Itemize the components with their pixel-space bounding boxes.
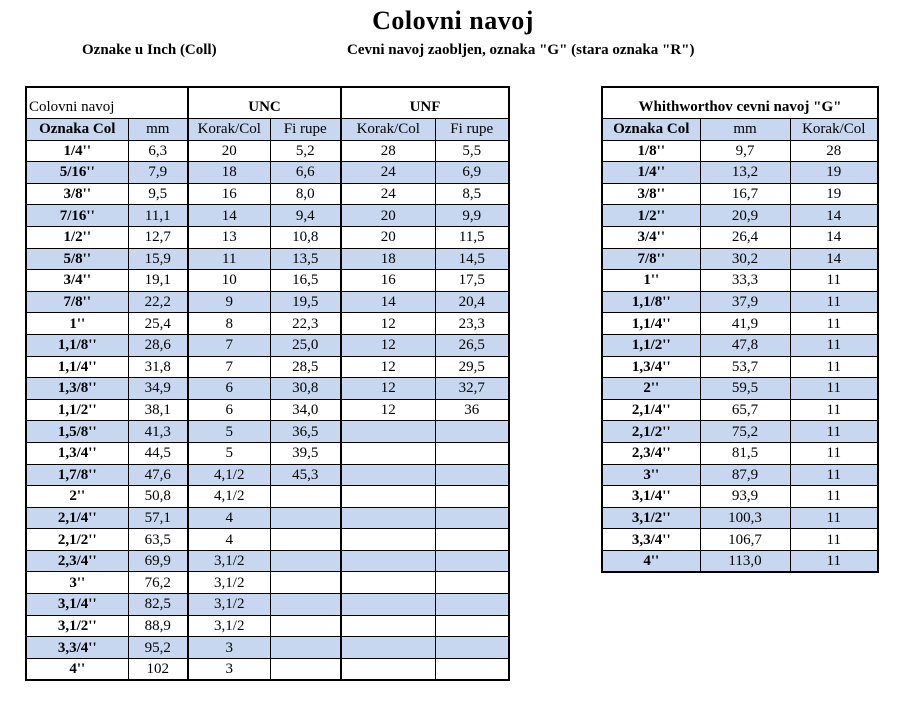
table-cell: 7 — [188, 356, 270, 378]
table-row — [26, 615, 509, 637]
table-cell: 13,2 — [700, 162, 790, 184]
table-cell: 3/4'' — [26, 270, 128, 292]
column-header: Korak/Col — [341, 119, 435, 141]
table-cell: 11 — [790, 399, 878, 421]
table-row — [26, 658, 509, 680]
table-row — [26, 162, 509, 184]
table-cell: 9 — [188, 291, 270, 313]
table-row — [26, 594, 509, 616]
table-cell: 102 — [128, 658, 188, 680]
table-cell — [435, 550, 509, 572]
table-cell — [270, 529, 341, 551]
table-row — [26, 637, 509, 659]
table-cell: 3/8'' — [602, 183, 700, 205]
table-cell: 3 — [188, 658, 270, 680]
table-cell: 11,1 — [128, 205, 188, 227]
table-cell: 34,9 — [128, 378, 188, 400]
table-row — [602, 378, 878, 400]
table-row — [602, 464, 878, 486]
table-cell: 11 — [188, 248, 270, 270]
table-cell: 11,5 — [435, 226, 509, 248]
table-cell: 57,1 — [128, 507, 188, 529]
table-cell: 4'' — [602, 550, 700, 572]
table-row — [26, 572, 509, 594]
table-cell — [270, 658, 341, 680]
table-cell: 23,3 — [435, 313, 509, 335]
table-cell: 6,3 — [128, 140, 188, 162]
table-cell: 41,3 — [128, 421, 188, 443]
table-cell: 3,1/2 — [188, 615, 270, 637]
table-row — [26, 226, 509, 248]
table-cell: 4,1/2 — [188, 464, 270, 486]
table-row — [602, 442, 878, 464]
table-cell: 30,2 — [700, 248, 790, 270]
table-cell — [435, 572, 509, 594]
table-row — [602, 334, 878, 356]
table-cell: 6 — [188, 399, 270, 421]
table-row — [26, 507, 509, 529]
table-cell: 15,9 — [128, 248, 188, 270]
table-cell: 65,7 — [700, 399, 790, 421]
group-header-unf: UNF — [341, 87, 509, 119]
group-header-unc: UNC — [188, 87, 341, 119]
table-cell: 8,5 — [435, 183, 509, 205]
table-cell: 14 — [790, 226, 878, 248]
table-cell: 1,5/8'' — [26, 421, 128, 443]
table-cell: 16 — [341, 270, 435, 292]
table-cell: 11 — [790, 270, 878, 292]
table-cell: 9,5 — [128, 183, 188, 205]
table-cell: 26,4 — [700, 226, 790, 248]
table-cell: 12 — [341, 399, 435, 421]
table-cell: 12 — [341, 356, 435, 378]
table-cell: 7/16'' — [26, 205, 128, 227]
table-row — [602, 399, 878, 421]
table-row — [602, 313, 878, 335]
table-cell: 3,1/2'' — [26, 615, 128, 637]
table-cell: 14 — [790, 205, 878, 227]
table-cell: 88,9 — [128, 615, 188, 637]
table-cell: 39,5 — [270, 442, 341, 464]
table-row — [602, 162, 878, 184]
table-cell: 1/4'' — [26, 140, 128, 162]
table-cell: 95,2 — [128, 637, 188, 659]
table-cell: 41,9 — [700, 313, 790, 335]
table-cell: 2,1/4'' — [602, 399, 700, 421]
table-row — [26, 248, 509, 270]
table-cell: 1,1/2'' — [26, 399, 128, 421]
subtitle-pipe-thread: Cevni navoj zaobljen, oznaka "G" (stara oznaka "R") — [347, 42, 695, 58]
column-header: Fi rupe — [270, 119, 341, 141]
table-cell — [341, 529, 435, 551]
table-cell: 1,1/2'' — [602, 334, 700, 356]
table-cell: 69,9 — [128, 550, 188, 572]
table-cell: 47,8 — [700, 334, 790, 356]
column-header: Korak/Col — [188, 119, 270, 141]
table-cell: 3'' — [602, 464, 700, 486]
table-cell: 7/8'' — [602, 248, 700, 270]
table-cell — [270, 486, 341, 508]
table-cell: 36,5 — [270, 421, 341, 443]
table-row — [602, 248, 878, 270]
table-cell: 3,1/4'' — [602, 486, 700, 508]
table-row — [602, 550, 878, 572]
table-cell: 93,9 — [700, 486, 790, 508]
table-cell: 4'' — [26, 658, 128, 680]
table-cell: 22,3 — [270, 313, 341, 335]
table-row — [602, 291, 878, 313]
table-cell: 1,1/8'' — [602, 291, 700, 313]
table-row — [602, 183, 878, 205]
table-cell: 9,9 — [435, 205, 509, 227]
table-cell: 6 — [188, 378, 270, 400]
table-row — [26, 356, 509, 378]
table-cell — [341, 637, 435, 659]
table-cell: 1/2'' — [26, 226, 128, 248]
table-row — [26, 205, 509, 227]
table-cell: 1'' — [26, 313, 128, 335]
table-cell: 11 — [790, 334, 878, 356]
table-cell: 3'' — [26, 572, 128, 594]
table-row — [602, 356, 878, 378]
table-cell — [435, 529, 509, 551]
table-cell — [270, 550, 341, 572]
table-row — [26, 291, 509, 313]
table-cell: 1,3/4'' — [602, 356, 700, 378]
table-row — [26, 529, 509, 551]
table-cell: 28,6 — [128, 334, 188, 356]
table-cell: 13,5 — [270, 248, 341, 270]
table-cell: 24 — [341, 162, 435, 184]
table-row — [602, 421, 878, 443]
table-row — [26, 183, 509, 205]
table-cell: 13 — [188, 226, 270, 248]
table-cell: 12 — [341, 378, 435, 400]
table-cell: 2,1/4'' — [26, 507, 128, 529]
table-row — [26, 486, 509, 508]
table-cell: 2,1/2'' — [26, 529, 128, 551]
table-cell: 76,2 — [128, 572, 188, 594]
inch-thread-table — [25, 86, 510, 681]
table-cell: 11 — [790, 507, 878, 529]
table-cell: 5,2 — [270, 140, 341, 162]
page-title: Colovni navoj — [372, 6, 534, 35]
table-cell: 20,4 — [435, 291, 509, 313]
table-cell: 1,3/4'' — [26, 442, 128, 464]
table-cell: 16,7 — [700, 183, 790, 205]
table-cell — [270, 637, 341, 659]
column-header: mm — [128, 119, 188, 141]
table-cell: 9,7 — [700, 140, 790, 162]
table-cell: 2'' — [26, 486, 128, 508]
table-cell: 11 — [790, 421, 878, 443]
table-row — [602, 140, 878, 162]
table-cell: 17,5 — [435, 270, 509, 292]
group-header-colovni: Colovni navoj — [26, 87, 188, 119]
table-cell: 33,3 — [700, 270, 790, 292]
table-cell: 10,8 — [270, 226, 341, 248]
table-cell: 12,7 — [128, 226, 188, 248]
table-cell — [341, 442, 435, 464]
table-cell: 1/4'' — [602, 162, 700, 184]
table-cell — [341, 464, 435, 486]
table-cell — [341, 572, 435, 594]
table-cell: 2'' — [602, 378, 700, 400]
table-cell: 36 — [435, 399, 509, 421]
table-cell: 106,7 — [700, 529, 790, 551]
table-cell: 3/4'' — [602, 226, 700, 248]
table-cell: 37,9 — [700, 291, 790, 313]
table-cell: 3,3/4'' — [26, 637, 128, 659]
table-cell: 38,1 — [128, 399, 188, 421]
table-cell: 1,1/8'' — [26, 334, 128, 356]
table-cell: 1/2'' — [602, 205, 700, 227]
table-cell: 8 — [188, 313, 270, 335]
table-cell: 3,1/2 — [188, 572, 270, 594]
table-cell — [435, 615, 509, 637]
table-cell: 5,5 — [435, 140, 509, 162]
table-cell: 47,6 — [128, 464, 188, 486]
table-cell: 14 — [790, 248, 878, 270]
table-cell: 20 — [188, 140, 270, 162]
table-cell: 3,1/2 — [188, 594, 270, 616]
table-cell: 11 — [790, 378, 878, 400]
table-cell: 19 — [790, 183, 878, 205]
table-row — [602, 226, 878, 248]
whitworth-pipe-table — [601, 86, 879, 573]
table-cell: 53,7 — [700, 356, 790, 378]
table-row — [26, 550, 509, 572]
table-cell: 28,5 — [270, 356, 341, 378]
table-cell: 16,5 — [270, 270, 341, 292]
table-cell: 3,1/2 — [188, 550, 270, 572]
table-cell: 50,8 — [128, 486, 188, 508]
table-cell: 3,1/4'' — [26, 594, 128, 616]
table-cell: 11 — [790, 313, 878, 335]
table-cell — [435, 594, 509, 616]
table-cell — [435, 442, 509, 464]
table-cell — [270, 615, 341, 637]
table-cell — [435, 637, 509, 659]
table-cell: 45,3 — [270, 464, 341, 486]
table-cell: 1'' — [602, 270, 700, 292]
table-cell: 63,5 — [128, 529, 188, 551]
table-cell — [435, 464, 509, 486]
table-row — [26, 442, 509, 464]
table-cell: 6,9 — [435, 162, 509, 184]
table-cell: 11 — [790, 486, 878, 508]
table-cell: 20,9 — [700, 205, 790, 227]
table-cell: 100,3 — [700, 507, 790, 529]
table-cell: 34,0 — [270, 399, 341, 421]
table-cell: 3/8'' — [26, 183, 128, 205]
table-row — [26, 313, 509, 335]
table-cell: 19,1 — [128, 270, 188, 292]
table-cell — [435, 486, 509, 508]
table-row — [26, 421, 509, 443]
group-header-whitworth: Whithworthov cevni navoj "G" — [602, 87, 878, 119]
table-cell: 26,5 — [435, 334, 509, 356]
table-cell: 25,4 — [128, 313, 188, 335]
table-cell: 19,5 — [270, 291, 341, 313]
table-row — [602, 529, 878, 551]
table-cell: 7 — [188, 334, 270, 356]
table-cell: 75,2 — [700, 421, 790, 443]
table-row — [602, 486, 878, 508]
table-cell: 14 — [188, 205, 270, 227]
table-cell: 18 — [188, 162, 270, 184]
table-cell: 19 — [790, 162, 878, 184]
table-cell — [270, 572, 341, 594]
table-cell: 14,5 — [435, 248, 509, 270]
table-cell: 16 — [188, 183, 270, 205]
table-row — [26, 334, 509, 356]
table-cell: 4,1/2 — [188, 486, 270, 508]
table-row — [602, 507, 878, 529]
table-row — [26, 399, 509, 421]
table-cell: 11 — [790, 356, 878, 378]
table-row — [602, 205, 878, 227]
column-header: Fi rupe — [435, 119, 509, 141]
table-cell: 11 — [790, 291, 878, 313]
table-cell: 22,2 — [128, 291, 188, 313]
table-cell: 24 — [341, 183, 435, 205]
table-cell: 1/8'' — [602, 140, 700, 162]
column-header: Oznaka Col — [602, 119, 700, 141]
table-cell — [341, 615, 435, 637]
table-cell — [341, 594, 435, 616]
table-cell: 18 — [341, 248, 435, 270]
table-cell: 14 — [341, 291, 435, 313]
table-row — [26, 378, 509, 400]
table-cell: 2,3/4'' — [26, 550, 128, 572]
table-cell: 113,0 — [700, 550, 790, 572]
table-cell: 20 — [341, 205, 435, 227]
table-row — [602, 270, 878, 292]
table-row — [26, 464, 509, 486]
table-cell: 11 — [790, 442, 878, 464]
table-cell: 9,4 — [270, 205, 341, 227]
table-cell: 3 — [188, 637, 270, 659]
table-cell: 11 — [790, 529, 878, 551]
table-cell: 3,3/4'' — [602, 529, 700, 551]
table-cell — [270, 507, 341, 529]
table-cell — [341, 421, 435, 443]
table-cell — [341, 486, 435, 508]
table-cell: 25,0 — [270, 334, 341, 356]
table-cell: 59,5 — [700, 378, 790, 400]
table-cell: 32,7 — [435, 378, 509, 400]
column-header: Korak/Col — [790, 119, 878, 141]
table-row — [26, 140, 509, 162]
table-cell: 5/16'' — [26, 162, 128, 184]
table-cell: 29,5 — [435, 356, 509, 378]
table-cell: 5 — [188, 421, 270, 443]
table-cell — [341, 550, 435, 572]
table-cell — [341, 507, 435, 529]
table-cell — [435, 658, 509, 680]
table-cell: 10 — [188, 270, 270, 292]
table-cell: 11 — [790, 464, 878, 486]
table-cell: 31,8 — [128, 356, 188, 378]
table-cell: 4 — [188, 507, 270, 529]
column-header: Oznaka Col — [26, 119, 128, 141]
table-cell: 3,1/2'' — [602, 507, 700, 529]
table-cell: 5 — [188, 442, 270, 464]
table-cell: 1,7/8'' — [26, 464, 128, 486]
table-cell: 20 — [341, 226, 435, 248]
table-cell — [435, 507, 509, 529]
table-cell: 7/8'' — [26, 291, 128, 313]
table-cell: 11 — [790, 550, 878, 572]
table-cell: 28 — [790, 140, 878, 162]
table-cell — [270, 594, 341, 616]
subtitle-inch: Oznake u Inch (Coll) — [82, 42, 217, 58]
table-cell: 1,1/4'' — [26, 356, 128, 378]
table-cell: 7,9 — [128, 162, 188, 184]
table-cell — [341, 658, 435, 680]
table-cell: 28 — [341, 140, 435, 162]
table-cell: 30,8 — [270, 378, 341, 400]
table-cell: 8,0 — [270, 183, 341, 205]
table-cell: 81,5 — [700, 442, 790, 464]
table-cell: 12 — [341, 334, 435, 356]
table-cell: 6,6 — [270, 162, 341, 184]
table-cell: 2,3/4'' — [602, 442, 700, 464]
table-cell: 44,5 — [128, 442, 188, 464]
table-cell — [435, 421, 509, 443]
table-cell: 12 — [341, 313, 435, 335]
column-header: mm — [700, 119, 790, 141]
table-cell: 2,1/2'' — [602, 421, 700, 443]
table-cell: 5/8'' — [26, 248, 128, 270]
table-cell: 1,1/4'' — [602, 313, 700, 335]
table-cell: 87,9 — [700, 464, 790, 486]
table-cell: 1,3/8'' — [26, 378, 128, 400]
table-cell: 4 — [188, 529, 270, 551]
table-cell: 82,5 — [128, 594, 188, 616]
table-row — [26, 270, 509, 292]
